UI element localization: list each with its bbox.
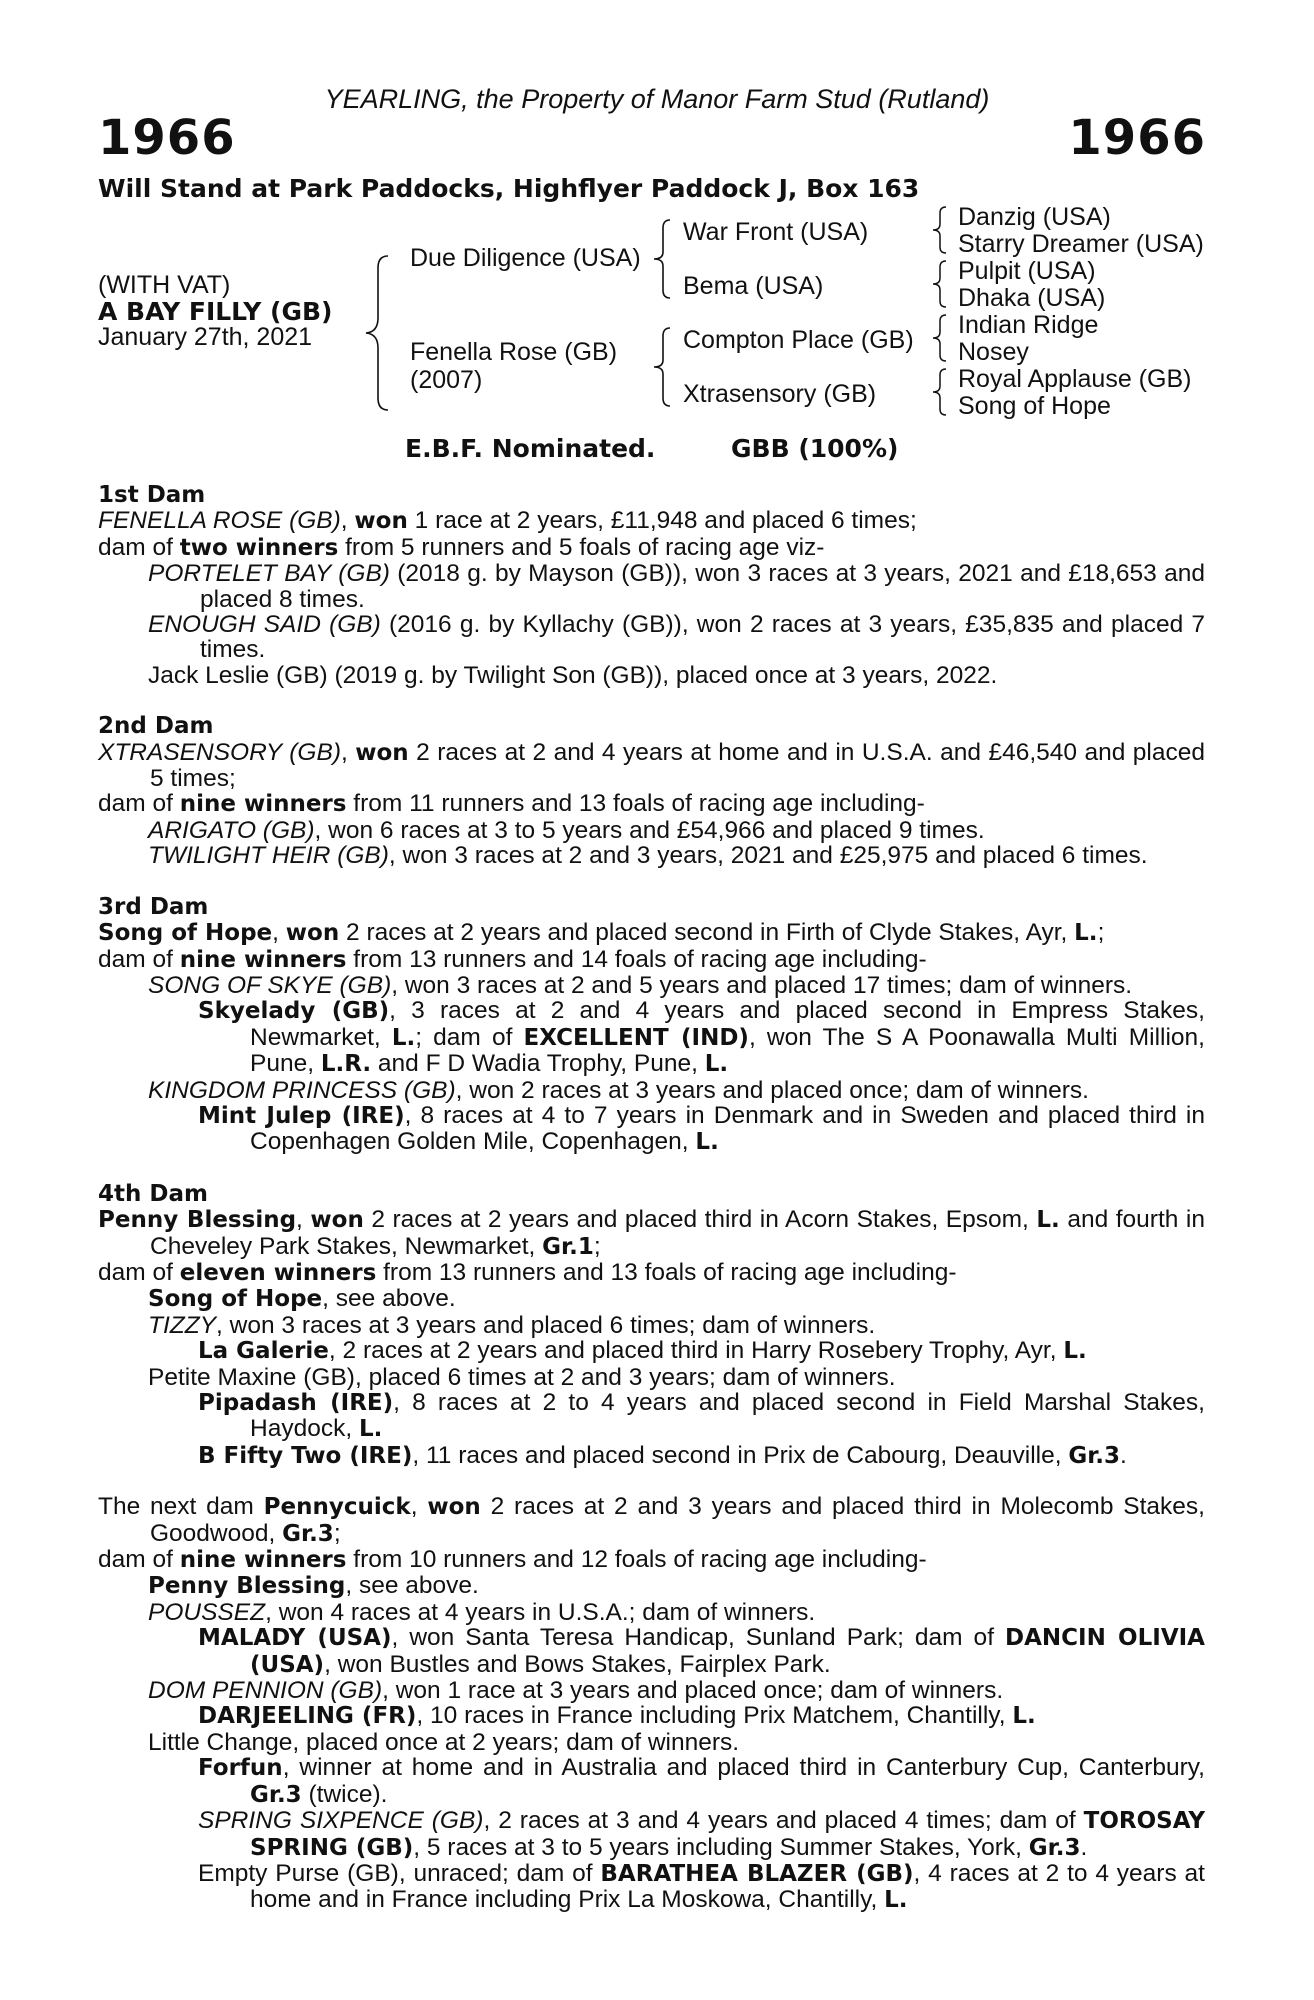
section-heading <box>98 894 1205 920</box>
bold-text: Pennycuick <box>263 1494 411 1521</box>
text: Jack Leslie (GB) (2019 g. by Twilight Son (GB)), placed once at 3 years, 2022. <box>148 661 998 689</box>
gbb-status: GBB (100%) <box>731 434 899 463</box>
pedigree-paragraph <box>98 1313 1205 1338</box>
pedigree-paragraph <box>98 1494 1205 1547</box>
pedigree-brace-sire <box>650 218 672 300</box>
lot-number-left: 1966 <box>98 110 236 166</box>
pedigree-paragraph <box>98 1286 1205 1312</box>
pedigree-sire-sire: War Front (USA) <box>683 218 869 246</box>
pedigree-paragraph <box>98 1338 1205 1364</box>
italic-horse-name: SPRING SIXPENCE (GB) <box>198 1807 484 1835</box>
pedigree-paragraph <box>98 973 1205 998</box>
dam-line-text <box>98 482 1205 1914</box>
stand-location: Will Stand at Park Paddocks, Highflyer Paddock J, Box 163 <box>98 174 920 203</box>
bold-text: DARJEELING (FR) <box>198 1703 417 1730</box>
bold-text: Gr.3 <box>1068 1442 1121 1469</box>
pedigree-paragraph <box>98 920 1205 946</box>
pedigree-paragraph <box>98 947 1205 973</box>
bold-text: L. <box>704 1051 729 1078</box>
text: , won Bustles and Bows Stakes, Fairplex Park. <box>324 1650 831 1678</box>
text: , see above. <box>322 1285 456 1313</box>
text: The next dam <box>98 1493 264 1521</box>
text: from 13 runners and 13 foals of racing age including- <box>376 1258 957 1286</box>
pedigree-ggd-3: Nosey <box>958 338 1029 366</box>
bold-text: won <box>310 1207 364 1234</box>
pedigree-paragraph <box>98 740 1205 792</box>
bold-text: DANCIN OLIVIA (USA) <box>250 1625 1205 1678</box>
pedigree-paragraph <box>98 998 1205 1077</box>
text: , won 4 races at 4 years in U.S.A.; dam of winners. <box>265 1598 816 1626</box>
text: (2016 g. by Kyllachy (GB)), won 2 races at 3 years, £35,835 and placed 7 times. <box>200 611 1206 664</box>
text: , <box>340 507 355 535</box>
pedigree-paragraph <box>98 1861 1205 1914</box>
bold-text: Pipadash (IRE) <box>198 1390 394 1416</box>
bold-text: EXCELLENT (IND) <box>523 1024 749 1051</box>
bold-text: L. <box>695 1129 719 1156</box>
pedigree-brace-g1 <box>930 205 948 255</box>
bold-text: L. <box>884 1887 908 1914</box>
text: dam of <box>98 533 180 561</box>
bold-text: Gr.1 <box>542 1233 594 1260</box>
ebf-nomination: E.B.F. Nominated. <box>405 434 656 463</box>
text: , won Santa Teresa Handicap, Sunland Park; dam of <box>391 1624 1006 1652</box>
bold-text: Forfun <box>198 1755 283 1782</box>
text: (twice). <box>301 1780 388 1808</box>
text: ; dam of <box>415 1023 524 1051</box>
text: , won 2 races at 3 years and placed once; dam of winners. <box>455 1076 1089 1104</box>
pedigree-paragraph <box>98 508 1205 534</box>
heading-text: 2nd Dam <box>98 713 214 740</box>
text: dam of <box>98 1546 180 1574</box>
text: Petite Maxine (GB), placed 6 times at 2 and 3 years; dam of winners. <box>148 1363 896 1391</box>
text: dam of <box>98 1258 180 1286</box>
bold-text: nine winners <box>179 1547 347 1574</box>
pedigree-paragraph <box>98 1443 1205 1469</box>
catalogue-subtitle: YEARLING, the Property of Manor Farm Stud (Rutland) <box>324 84 990 114</box>
bold-text: two winners <box>179 534 339 561</box>
text: (2018 g. by Mayson (GB)), won 3 races at 3 years, 2021 and £18,653 and placed 8 times. <box>200 560 1205 613</box>
bold-text: Mint Julep (IRE) <box>198 1102 405 1129</box>
bold-text: BARATHEA BLAZER (GB) <box>600 1860 914 1887</box>
pedigree-paragraph <box>98 1547 1205 1573</box>
bold-text: Gr.3 <box>282 1520 334 1547</box>
pedigree-paragraph <box>98 612 1205 663</box>
text: , 11 races and placed second in Prix de Cabourg, Deauville, <box>412 1441 1069 1469</box>
pedigree-dam-year: (2007) <box>410 366 483 394</box>
italic-horse-name: PORTELET BAY (GB) <box>148 560 390 588</box>
text: 2 races at 2 and 4 years at home and in U.S.A. and £46,540 and placed 5 times; <box>150 738 1205 793</box>
pedigree-paragraph <box>98 561 1205 612</box>
text: and fourth in Cheveley Park Stakes, Newmarket, <box>150 1206 1205 1260</box>
bold-text: L.R. <box>320 1051 372 1078</box>
pedigree-dam: Fenella Rose (GB) <box>410 338 618 366</box>
text: , <box>340 738 356 766</box>
bold-text: Penny Blessing <box>148 1573 346 1600</box>
italic-horse-name: ENOUGH SAID (GB) <box>148 611 381 639</box>
text: . <box>1120 1441 1127 1469</box>
pedigree-dam-dam: Xtrasensory (GB) <box>683 380 877 408</box>
pedigree-dam-sire: Compton Place (GB) <box>683 326 914 354</box>
bold-text: TOROSAY SPRING (GB) <box>250 1808 1205 1861</box>
pedigree-paragraph <box>98 1600 1205 1625</box>
bold-text: Gr.3 <box>1028 1834 1081 1861</box>
pedigree-brace-dam <box>650 326 672 408</box>
bold-text: La Galerie <box>198 1338 329 1365</box>
italic-horse-name: POUSSEZ <box>148 1598 266 1626</box>
pedigree-paragraph <box>98 1678 1205 1703</box>
pedigree-paragraph <box>98 791 1205 817</box>
bold-text: L. <box>1012 1703 1036 1730</box>
pedigree-paragraph <box>98 1703 1205 1729</box>
bold-text: won <box>427 1494 481 1521</box>
horse-dob: January 27th, 2021 <box>98 323 313 351</box>
section-gap <box>98 1469 1205 1494</box>
pedigree-paragraph <box>98 1808 1205 1861</box>
bold-text: nine winners <box>179 946 347 973</box>
bold-text: B Fifty Two (IRE) <box>198 1442 413 1469</box>
text: ; <box>333 1519 341 1547</box>
text: , 5 races at 3 to 5 years including Summer Stakes, York, <box>413 1833 1029 1861</box>
bold-text: nine winners <box>179 791 347 818</box>
pedigree-brace-g2 <box>930 259 948 309</box>
pedigree-brace-g4 <box>930 367 948 417</box>
text: , won 6 races at 3 to 5 years and £54,966 and placed 9 times. <box>314 816 985 844</box>
pedigree-paragraph <box>98 1730 1205 1755</box>
bold-text: won <box>354 508 408 535</box>
text: 1 race at 2 years, £11,948 and placed 6 times; <box>407 507 917 535</box>
pedigree-ggs-4: Royal Applause (GB) <box>958 365 1192 393</box>
pedigree-ggd-4: Song of Hope <box>958 392 1111 420</box>
text: from 5 runners and 5 foals of racing age viz- <box>338 533 825 561</box>
section-gap <box>98 688 1205 713</box>
bold-text: L. <box>391 1024 416 1051</box>
pedigree-ggs-2: Pulpit (USA) <box>958 257 1096 285</box>
bold-text: L. <box>1074 920 1098 947</box>
italic-horse-name: ARIGATO (GB) <box>148 816 315 844</box>
text: , won 3 races at 2 and 3 years, 2021 and £25,975 and placed 6 times. <box>388 842 1148 870</box>
bold-text: won <box>285 920 340 947</box>
pedigree-brace-main <box>362 254 392 412</box>
pedigree-paragraph <box>98 535 1205 561</box>
text: , see above. <box>345 1572 479 1600</box>
pedigree-paragraph <box>98 1573 1205 1599</box>
text: , <box>296 1206 311 1234</box>
text: Empty Purse (GB), unraced; dam of <box>198 1859 601 1887</box>
italic-horse-name: TWILIGHT HEIR (GB) <box>148 842 389 870</box>
italic-horse-name: DOM PENNION (GB) <box>148 1677 383 1705</box>
pedigree-paragraph <box>98 818 1205 843</box>
bold-text: Penny Blessing <box>98 1207 297 1234</box>
italic-horse-name: TIZZY <box>148 1311 217 1339</box>
lot-number-right: 1966 <box>1068 110 1206 166</box>
pedigree-ggs-1: Danzig (USA) <box>958 203 1111 231</box>
text: ; <box>1097 919 1105 947</box>
pedigree-paragraph <box>98 1390 1205 1443</box>
italic-horse-name: SONG OF SKYE (GB) <box>148 971 392 999</box>
pedigree-paragraph <box>98 663 1205 688</box>
pedigree-brace-g3 <box>930 313 948 363</box>
bold-text: Gr.3 <box>250 1781 302 1808</box>
text: from 10 runners and 12 foals of racing age including- <box>346 1546 927 1574</box>
text: . <box>1080 1833 1088 1861</box>
text: ; <box>593 1232 601 1260</box>
text: , <box>272 919 286 947</box>
vat-note: (WITH VAT) <box>98 271 231 299</box>
text: , 8 races at 2 to 4 years and placed second in Field Marshal Stakes, Haydock, <box>250 1389 1205 1443</box>
text: 2 races at 2 and 3 years and placed third in Molecomb Stakes, Goodwood, <box>150 1493 1205 1547</box>
text: , <box>410 1493 428 1521</box>
pedigree-ggd-1: Starry Dreamer (USA) <box>958 230 1204 258</box>
bold-text: Song of Hope <box>98 920 273 947</box>
bold-text: won <box>355 739 409 766</box>
bold-text: Skyelady (GB) <box>198 998 390 1025</box>
heading-text: 1st Dam <box>98 482 206 508</box>
section-heading <box>98 713 1205 739</box>
text: , won The S A Poonawalla Multi Million, Pune, <box>250 1023 1205 1078</box>
heading-text: 4th Dam <box>98 1180 208 1207</box>
bold-text: eleven winners <box>179 1259 377 1286</box>
pedigree-paragraph <box>98 1207 1205 1260</box>
section-heading <box>98 1181 1205 1207</box>
italic-horse-name: XTRASENSORY (GB) <box>98 738 341 766</box>
text: , won 1 race at 3 years and placed once; dam of winners. <box>382 1677 1004 1705</box>
pedigree-paragraph <box>98 1078 1205 1103</box>
pedigree-paragraph <box>98 1260 1205 1286</box>
text: from 11 runners and 13 foals of racing age including- <box>346 790 925 818</box>
pedigree-paragraph <box>98 1755 1205 1808</box>
text: Little Change, placed once at 2 years; dam of winners. <box>148 1728 740 1756</box>
section-heading <box>98 482 1205 508</box>
text: , 4 races at 2 to 4 years at home and in France including Prix La Moskowa, Chantilly, <box>250 1859 1205 1914</box>
section-gap <box>98 1156 1205 1181</box>
pedigree-paragraph <box>98 1103 1205 1156</box>
text: , 3 races at 2 and 4 years and placed second in Empress Stakes, Newmarket, <box>250 997 1205 1051</box>
text: dam of <box>98 790 180 818</box>
bold-text: L. <box>1063 1338 1087 1365</box>
bold-text: L. <box>1036 1207 1060 1234</box>
text: , 2 races at 3 and 4 years and placed 4 times; dam of <box>483 1807 1084 1835</box>
heading-text: 3rd Dam <box>98 893 209 920</box>
horse-name: A BAY FILLY (GB) <box>98 297 333 326</box>
text: , 10 races in France including Prix Matchem, Chantilly, <box>416 1702 1013 1730</box>
bold-text: L. <box>358 1416 383 1443</box>
text: dam of <box>98 945 180 973</box>
text: , 2 races at 2 years and placed third in Harry Rosebery Trophy, Ayr, <box>328 1337 1064 1365</box>
text: , 8 races at 4 to 7 years in Denmark and in Sweden and placed third in Copenhagen Golden Mile, Copenhagen, <box>250 1101 1205 1156</box>
pedigree-ggd-2: Dhaka (USA) <box>958 284 1106 312</box>
bold-text: Song of Hope <box>148 1286 323 1313</box>
pedigree-sire: Due Diligence (USA) <box>410 244 641 272</box>
text: , winner at home and in Australia and placed third in Canterbury Cup, Canterbury, <box>282 1754 1205 1782</box>
section-gap <box>98 869 1205 894</box>
text: , won 3 races at 2 and 5 years and placed 17 times; dam of winners. <box>391 971 1133 999</box>
text: from 13 runners and 14 foals of racing age including- <box>346 945 927 973</box>
italic-horse-name: FENELLA ROSE (GB) <box>98 507 341 535</box>
italic-horse-name: KINGDOM PRINCESS (GB) <box>148 1076 456 1104</box>
pedigree-paragraph <box>98 1625 1205 1678</box>
pedigree-paragraph <box>98 843 1205 868</box>
pedigree-sire-dam: Bema (USA) <box>683 272 824 300</box>
bold-text: MALADY (USA) <box>198 1625 392 1652</box>
pedigree-paragraph <box>98 1365 1205 1390</box>
text: 2 races at 2 years and placed second in Firth of Clyde Stakes, Ayr, <box>339 919 1075 947</box>
text: , won 3 races at 3 years and placed 6 times; dam of winners. <box>216 1311 876 1339</box>
text: 2 races at 2 years and placed third in Acorn Stakes, Epsom, <box>363 1206 1037 1234</box>
text: and F D Wadia Trophy, Pune, <box>371 1050 705 1078</box>
pedigree-ggs-3: Indian Ridge <box>958 311 1099 339</box>
